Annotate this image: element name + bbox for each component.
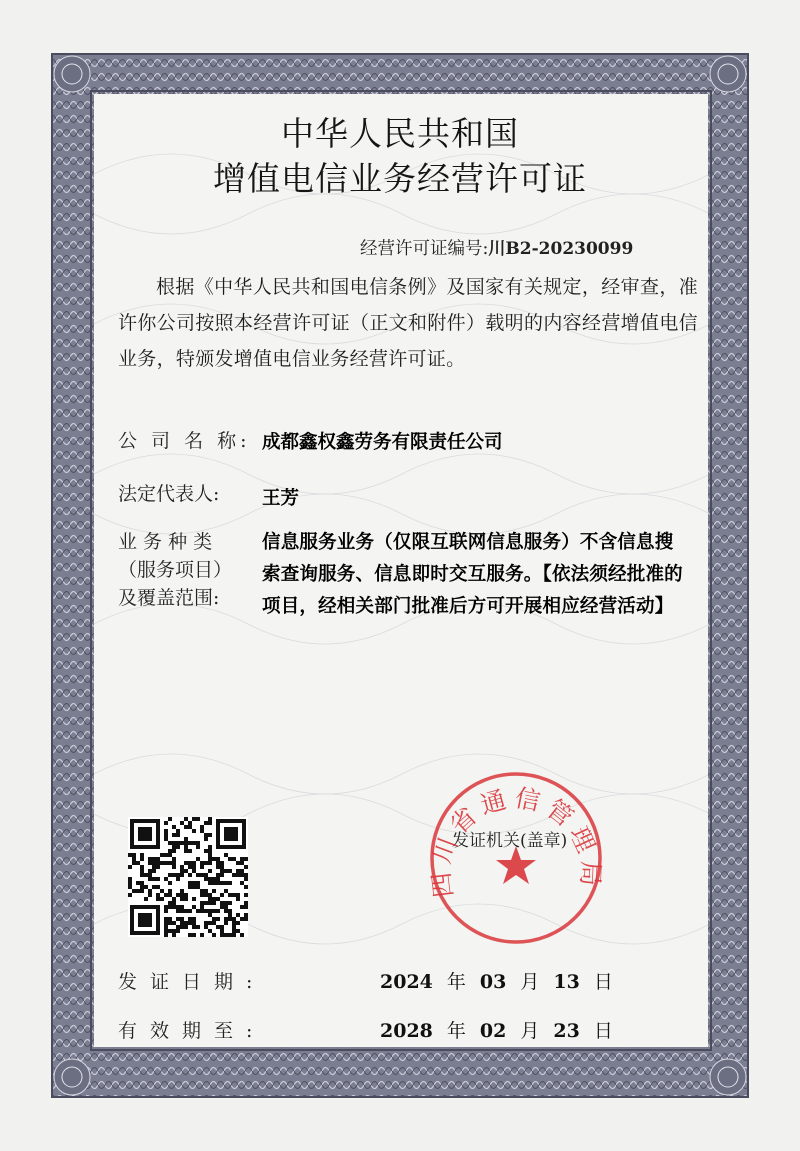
business-scope-label-line3: 及覆盖范围: xyxy=(118,587,220,609)
company-name-label: 公 司 名 称: xyxy=(118,430,251,452)
issuing-authority-label: 发证机关(盖章) xyxy=(452,831,568,851)
license-number: 川B2-20230099 xyxy=(488,239,634,259)
issue-date xyxy=(380,967,613,994)
issue-date-label: 发证日期: xyxy=(118,971,266,993)
day-unit: 日 xyxy=(593,971,613,993)
expiry-date xyxy=(380,1016,613,1043)
license-number-row xyxy=(360,234,633,260)
issue-day: 13 xyxy=(553,971,580,993)
expiry-day: 23 xyxy=(553,1020,580,1042)
authorization-paragraph: 根据《中华人民共和国电信条例》及国家有关规定，经审查，准许你公司按照本经营许可证（正文和附件）载明的内容经营增值电信业务，特颁发增值电信业务经营许可证。 xyxy=(118,276,698,370)
business-scope-label-line2: （服务项目） xyxy=(118,559,233,581)
year-unit: 年 xyxy=(446,971,466,993)
star-icon xyxy=(496,846,536,884)
month-unit: 月 xyxy=(520,1020,540,1042)
day-unit: 日 xyxy=(593,1020,613,1042)
issue-year: 2024 xyxy=(380,971,433,993)
business-scope-text: 信息服务业务（仅限互联网信息服务）不含信息搜索查询服务、信息即时交互服务。【依法须经批准的项目，经相关部门批准后方可开展相应经营活动】 xyxy=(262,532,683,617)
issue-month: 03 xyxy=(479,971,507,993)
seal-text: 四川省通信管理局 xyxy=(426,783,606,900)
qr-code-icon xyxy=(128,817,248,937)
expiry-month: 02 xyxy=(479,1020,507,1042)
company-name: 成都鑫权鑫劳务有限责任公司 xyxy=(262,432,503,453)
year-unit: 年 xyxy=(446,1020,466,1042)
license-number-label: 经营许可证编号: xyxy=(360,239,489,259)
legal-representative-name: 王芳 xyxy=(262,488,300,509)
certificate-title-line1: 中华人民共和国 xyxy=(281,114,519,153)
business-scope-label xyxy=(118,528,232,612)
business-scope-label-line1: 业 务 种 类 xyxy=(118,531,213,553)
expiry-date-label: 有效期至: xyxy=(118,1020,266,1042)
official-seal xyxy=(426,768,606,948)
certificate-title-line2: 增值电信业务经营许可证 xyxy=(213,159,587,198)
month-unit: 月 xyxy=(520,971,540,993)
expiry-year: 2028 xyxy=(380,1020,433,1042)
legal-representative-label: 法定代表人: xyxy=(118,483,220,505)
